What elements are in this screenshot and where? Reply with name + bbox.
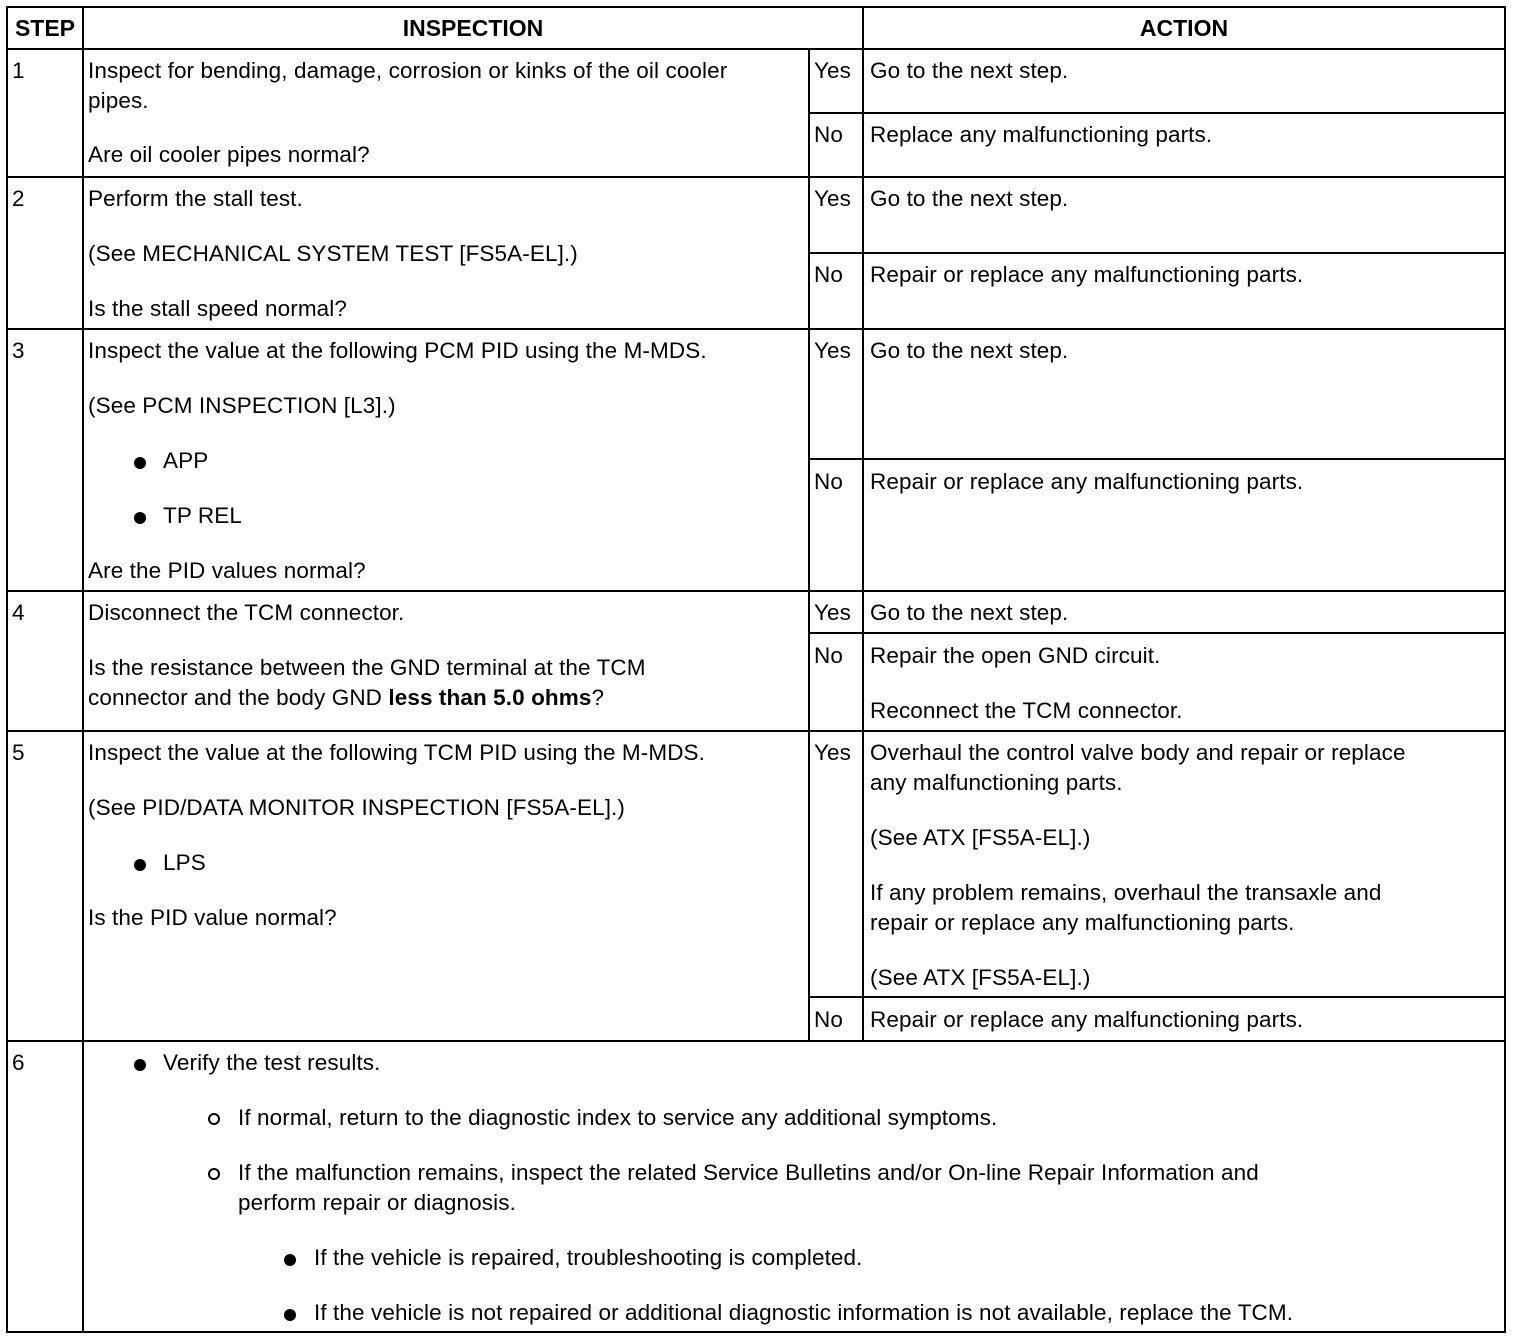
step5-pid-lps: LPS bbox=[163, 850, 206, 875]
step3-reference: (See PCM INSPECTION [L3].) bbox=[88, 393, 396, 418]
step-number-2: 2 bbox=[12, 186, 25, 211]
bullet-icon bbox=[284, 1309, 296, 1321]
rule-split-5 bbox=[808, 996, 1504, 998]
step5-yes-action-cont: any malfunctioning parts. bbox=[870, 770, 1123, 795]
step5-yes-reference-2: (See ATX [FS5A-EL].) bbox=[870, 965, 1091, 990]
header-inspection: INSPECTION bbox=[402, 15, 544, 41]
step5-yes-followup-cont: repair or replace any malfunctioning parts. bbox=[870, 910, 1295, 935]
step3-no-label: No bbox=[814, 469, 843, 494]
circle-bullet-icon bbox=[208, 1113, 220, 1125]
rule-step1 bbox=[8, 176, 1504, 178]
header-action: ACTION bbox=[1139, 15, 1229, 41]
step5-question: Is the PID value normal? bbox=[88, 905, 337, 930]
step6-if-not-repaired: If the vehicle is not repaired or additional diagnostic information is not available, replace the TCM. bbox=[314, 1300, 1294, 1325]
step4-no-label: No bbox=[814, 643, 843, 668]
rule-split-2 bbox=[808, 252, 1504, 254]
step4-yes-action: Go to the next step. bbox=[870, 600, 1069, 625]
step-number-6: 6 bbox=[12, 1050, 25, 1075]
rule-step5 bbox=[8, 1040, 1504, 1042]
step1-instruction-cont: pipes. bbox=[88, 88, 149, 113]
step3-yes-label: Yes bbox=[814, 338, 852, 363]
step4-yes-label: Yes bbox=[814, 600, 852, 625]
rule-col-action bbox=[862, 8, 864, 1040]
step1-no-label: No bbox=[814, 122, 843, 147]
bullet-icon bbox=[134, 1059, 146, 1071]
header-step: STEP bbox=[14, 15, 76, 41]
rule-split-4 bbox=[808, 632, 1504, 634]
step6-if-remains: If the malfunction remains, inspect the related Service Bulletins and/or On-line Repair Information and bbox=[238, 1160, 1259, 1185]
step4-question-suffix: ? bbox=[591, 685, 605, 710]
step5-no-label: No bbox=[814, 1007, 843, 1032]
rule-col-yesno bbox=[808, 48, 810, 1040]
step4-instruction: Disconnect the TCM connector. bbox=[88, 600, 405, 625]
step4-question-cont bbox=[88, 683, 604, 713]
rule-split-1 bbox=[808, 112, 1504, 114]
step2-question: Is the stall speed normal? bbox=[88, 296, 347, 321]
step2-yes-action: Go to the next step. bbox=[870, 186, 1069, 211]
step1-no-action: Replace any malfunctioning parts. bbox=[870, 122, 1213, 147]
rule-step3 bbox=[8, 590, 1504, 592]
step5-reference: (See PID/DATA MONITOR INSPECTION [FS5A-EL].) bbox=[88, 795, 625, 820]
step4-question: Is the resistance between the GND terminal at the TCM bbox=[88, 655, 646, 680]
step5-instruction: Inspect the value at the following TCM PID using the M-MDS. bbox=[88, 740, 706, 765]
rule-split-3 bbox=[808, 458, 1504, 460]
step4-threshold: less than 5.0 ohms bbox=[388, 685, 592, 710]
step3-instruction: Inspect the value at the following PCM PID using the M-MDS. bbox=[88, 338, 707, 363]
step5-yes-reference-1: (See ATX [FS5A-EL].) bbox=[870, 825, 1091, 850]
step6-if-repaired: If the vehicle is repaired, troubleshooting is completed. bbox=[314, 1245, 863, 1270]
step1-question: Are oil cooler pipes normal? bbox=[88, 142, 370, 167]
bullet-icon bbox=[134, 859, 146, 871]
step5-yes-label: Yes bbox=[814, 740, 852, 765]
step3-question: Are the PID values normal? bbox=[88, 558, 366, 583]
step6-verify: Verify the test results. bbox=[163, 1050, 381, 1075]
step3-no-action: Repair or replace any malfunctioning parts. bbox=[870, 469, 1304, 494]
step5-yes-followup: If any problem remains, overhaul the transaxle and bbox=[870, 880, 1382, 905]
bullet-icon bbox=[134, 512, 146, 524]
step2-reference: (See MECHANICAL SYSTEM TEST [FS5A-EL].) bbox=[88, 241, 578, 266]
step4-question-prefix: connector and the body GND bbox=[88, 685, 389, 710]
step-number-1: 1 bbox=[12, 58, 25, 83]
step1-yes-action: Go to the next step. bbox=[870, 58, 1069, 83]
step1-instruction: Inspect for bending, damage, corrosion or kinks of the oil cooler bbox=[88, 58, 728, 83]
step2-instruction: Perform the stall test. bbox=[88, 186, 303, 211]
circle-bullet-icon bbox=[208, 1168, 220, 1180]
step5-yes-action: Overhaul the control valve body and repair or replace bbox=[870, 740, 1406, 765]
step2-no-label: No bbox=[814, 262, 843, 287]
step1-yes-label: Yes bbox=[814, 58, 852, 83]
step-number-4: 4 bbox=[12, 600, 25, 625]
bullet-icon bbox=[284, 1254, 296, 1266]
step6-if-normal: If normal, return to the diagnostic index to service any additional symptoms. bbox=[238, 1105, 998, 1130]
step3-pid-tp-rel: TP REL bbox=[163, 503, 242, 528]
rule-header bbox=[8, 48, 1504, 50]
rule-step2 bbox=[8, 328, 1504, 330]
step6-if-remains-cont: perform repair or diagnosis. bbox=[238, 1190, 516, 1215]
step2-yes-label: Yes bbox=[814, 186, 852, 211]
step4-no-action: Repair the open GND circuit. bbox=[870, 643, 1161, 668]
step5-no-action: Repair or replace any malfunctioning parts. bbox=[870, 1007, 1304, 1032]
step3-yes-action: Go to the next step. bbox=[870, 338, 1069, 363]
step3-pid-app: APP bbox=[163, 448, 209, 473]
bullet-icon bbox=[134, 457, 146, 469]
rule-step4 bbox=[8, 730, 1504, 732]
step-number-5: 5 bbox=[12, 740, 25, 765]
step-number-3: 3 bbox=[12, 338, 25, 363]
step2-no-action: Repair or replace any malfunctioning parts. bbox=[870, 262, 1304, 287]
diagnostic-table bbox=[6, 6, 1506, 1333]
rule-col-step bbox=[82, 8, 84, 1331]
step4-no-action-cont: Reconnect the TCM connector. bbox=[870, 698, 1183, 723]
